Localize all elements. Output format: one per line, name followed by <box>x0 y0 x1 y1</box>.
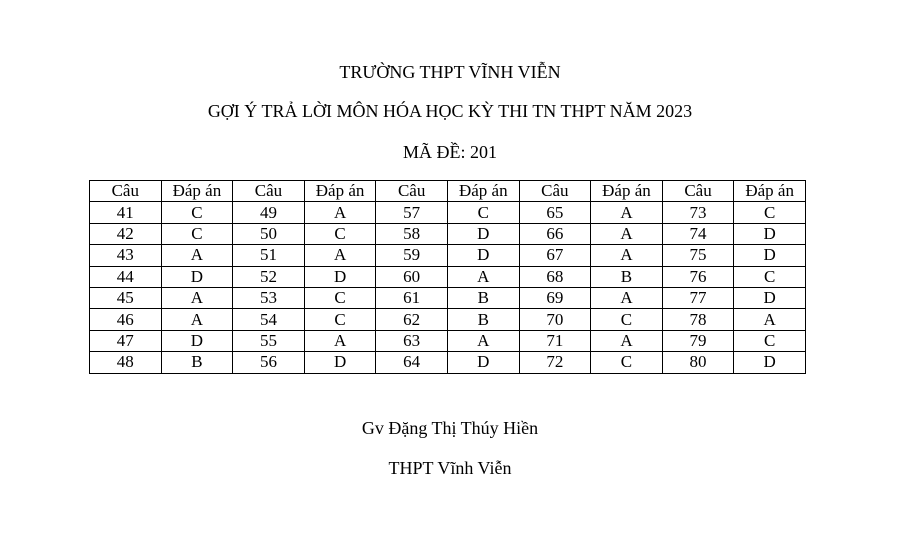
answer-cell: B <box>447 287 519 308</box>
answer-cell: C <box>591 352 663 373</box>
question-number-cell: 50 <box>233 223 305 244</box>
answer-cell: A <box>304 202 376 223</box>
question-number-cell: 47 <box>90 330 162 351</box>
column-header-answer: Đáp án <box>591 181 663 202</box>
table-row <box>90 245 806 266</box>
answer-cell: C <box>591 309 663 330</box>
answer-cell: A <box>161 309 233 330</box>
question-number-cell: 49 <box>233 202 305 223</box>
teacher-name: Gv Đặng Thị Thúy Hiền <box>361 418 539 438</box>
answer-cell: A <box>161 245 233 266</box>
question-number-cell: 72 <box>519 352 591 373</box>
answer-cell: C <box>304 223 376 244</box>
answer-cell: C <box>304 309 376 330</box>
table-row <box>90 223 806 244</box>
answer-cell: C <box>304 287 376 308</box>
column-header-answer: Đáp án <box>734 181 806 202</box>
question-number-cell: 78 <box>662 309 734 330</box>
question-number-cell: 71 <box>519 330 591 351</box>
answer-cell: D <box>734 223 806 244</box>
document-title: GỢI Ý TRẢ LỜI MÔN HÓA HỌC KỲ THI TN THPT NĂM 2023 <box>207 101 693 121</box>
answer-cell: A <box>591 223 663 244</box>
answer-cell: A <box>734 309 806 330</box>
question-number-cell: 75 <box>662 245 734 266</box>
table-row <box>90 352 806 373</box>
answer-cell: D <box>304 352 376 373</box>
column-header-answer: Đáp án <box>447 181 519 202</box>
answer-cell: D <box>447 352 519 373</box>
column-header-question: Câu <box>662 181 734 202</box>
table-row <box>90 202 806 223</box>
school-footer: THPT Vĩnh Viễn <box>388 458 512 478</box>
answer-cell: C <box>734 266 806 287</box>
answer-cell: D <box>734 352 806 373</box>
question-number-cell: 62 <box>376 309 448 330</box>
question-number-cell: 52 <box>233 266 305 287</box>
school-name-heading: TRƯỜNG THPT VĨNH VIỄN <box>339 62 561 82</box>
answer-cell: D <box>161 330 233 351</box>
question-number-cell: 42 <box>90 223 162 244</box>
table-header-row <box>90 181 806 202</box>
answer-cell: D <box>734 245 806 266</box>
question-number-cell: 70 <box>519 309 591 330</box>
question-number-cell: 77 <box>662 287 734 308</box>
answer-cell: A <box>591 287 663 308</box>
question-number-cell: 74 <box>662 223 734 244</box>
answer-rows <box>90 202 806 373</box>
answer-key-table <box>89 180 806 374</box>
column-header-answer: Đáp án <box>304 181 376 202</box>
answer-cell: A <box>591 245 663 266</box>
answer-cell: C <box>734 202 806 223</box>
question-number-cell: 46 <box>90 309 162 330</box>
question-number-cell: 48 <box>90 352 162 373</box>
table-row <box>90 287 806 308</box>
answer-cell: A <box>447 266 519 287</box>
question-number-cell: 67 <box>519 245 591 266</box>
answer-cell: D <box>447 245 519 266</box>
question-number-cell: 57 <box>376 202 448 223</box>
column-header-question: Câu <box>90 181 162 202</box>
answer-cell: A <box>591 330 663 351</box>
table-row <box>90 309 806 330</box>
column-header-question: Câu <box>233 181 305 202</box>
question-number-cell: 69 <box>519 287 591 308</box>
question-number-cell: 56 <box>233 352 305 373</box>
question-number-cell: 55 <box>233 330 305 351</box>
question-number-cell: 51 <box>233 245 305 266</box>
answer-cell: A <box>304 245 376 266</box>
answer-cell: B <box>161 352 233 373</box>
question-number-cell: 59 <box>376 245 448 266</box>
question-number-cell: 54 <box>233 309 305 330</box>
question-number-cell: 65 <box>519 202 591 223</box>
question-number-cell: 76 <box>662 266 734 287</box>
answer-cell: A <box>591 202 663 223</box>
answer-cell: B <box>591 266 663 287</box>
question-number-cell: 44 <box>90 266 162 287</box>
answer-cell: B <box>447 309 519 330</box>
answer-cell: A <box>304 330 376 351</box>
answer-cell: D <box>447 223 519 244</box>
answer-cell: A <box>447 330 519 351</box>
answer-cell: C <box>734 330 806 351</box>
column-header-answer: Đáp án <box>161 181 233 202</box>
answer-cell: D <box>161 266 233 287</box>
question-number-cell: 80 <box>662 352 734 373</box>
answer-cell: C <box>447 202 519 223</box>
question-number-cell: 41 <box>90 202 162 223</box>
question-number-cell: 68 <box>519 266 591 287</box>
question-number-cell: 63 <box>376 330 448 351</box>
answer-cell: A <box>161 287 233 308</box>
column-header-question: Câu <box>519 181 591 202</box>
table-row <box>90 330 806 351</box>
answer-cell: C <box>161 223 233 244</box>
answer-cell: D <box>734 287 806 308</box>
question-number-cell: 73 <box>662 202 734 223</box>
column-header-question: Câu <box>376 181 448 202</box>
question-number-cell: 60 <box>376 266 448 287</box>
question-number-cell: 45 <box>90 287 162 308</box>
answer-cell: C <box>161 202 233 223</box>
answer-cell: D <box>304 266 376 287</box>
question-number-cell: 64 <box>376 352 448 373</box>
question-number-cell: 61 <box>376 287 448 308</box>
question-number-cell: 79 <box>662 330 734 351</box>
question-number-cell: 58 <box>376 223 448 244</box>
question-number-cell: 53 <box>233 287 305 308</box>
question-number-cell: 66 <box>519 223 591 244</box>
exam-code: MÃ ĐỀ: 201 <box>403 142 497 162</box>
question-number-cell: 43 <box>90 245 162 266</box>
table-row <box>90 266 806 287</box>
